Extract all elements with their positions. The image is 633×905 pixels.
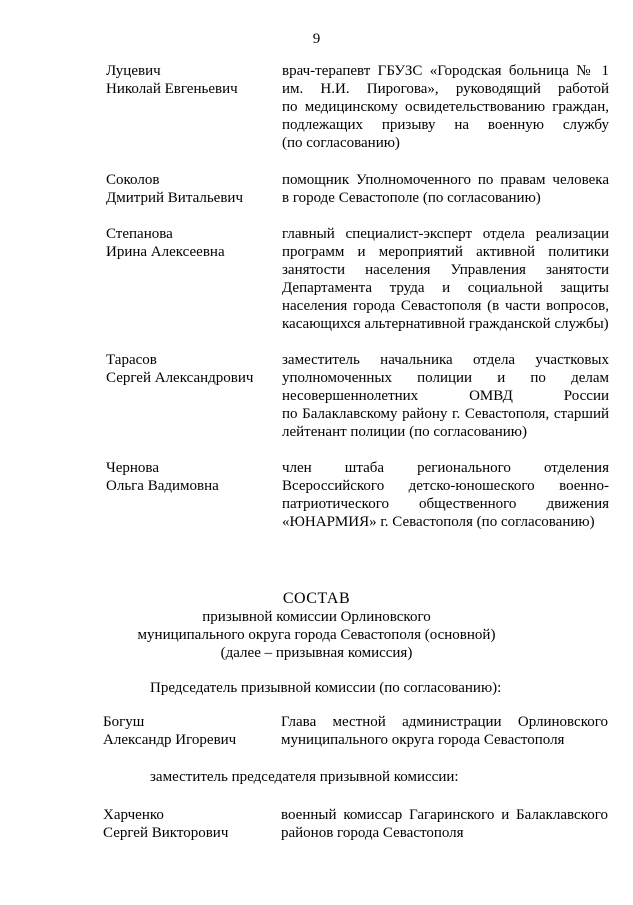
member-name [103, 713, 273, 749]
member-name [106, 171, 276, 207]
member-name [106, 62, 276, 98]
member-role [281, 713, 608, 749]
member-role [282, 459, 609, 531]
role-line: главный специалист-эксперт отдела реализации [282, 226, 609, 242]
role-line: уполномоченных полиции и по делам [282, 370, 609, 386]
role-line: занятости населения Управления занятости [282, 262, 609, 278]
member-role [282, 225, 609, 333]
member-role [282, 171, 609, 207]
section-subtitle-line: муниципального округа города Севастополя (основной) [137, 627, 496, 643]
role-line: заместитель начальника отдела участковых [282, 352, 609, 368]
role-line: населения города Севастополя (в части вопросов, [282, 298, 609, 314]
role-line: программ и мероприятий активной политики [282, 244, 609, 260]
role-line: несовершеннолетних ОМВД России [282, 388, 609, 404]
role-line: Глава местной администрации Орлиновского [281, 714, 608, 730]
role-line: им. Н.И. Пирогова», руководящий работой [282, 81, 609, 97]
role-line: Всероссийского детско-юношеского военно- [282, 478, 609, 494]
member-surname: Харченко [103, 807, 164, 823]
role-line: «ЮНАРМИЯ» г. Севастополя (по согласованию) [282, 514, 595, 530]
member-role [282, 62, 609, 152]
chair-heading: Председатель призывной комиссии (по согласованию): [150, 680, 502, 696]
role-line: по Балаклавскому району г. Севастополя, старший [282, 406, 609, 422]
role-line: военный комиссар Гагаринского и Балаклавского [281, 807, 608, 823]
member-name [106, 351, 276, 387]
role-line: патриотического общественного движения [282, 496, 609, 512]
section-title: СОСТАВ [282, 590, 351, 607]
member-role [281, 806, 608, 842]
member-name [106, 225, 276, 261]
member-surname: Богуш [103, 714, 145, 730]
role-line: лейтенант полиции (по согласованию) [282, 424, 527, 440]
member-given-names: Сергей Александрович [106, 370, 254, 386]
deputy-heading: заместитель председателя призывной комиссии: [150, 769, 459, 785]
section-subtitle-line: призывной комиссии Орлиновского [202, 609, 431, 625]
role-line: по медицинскому освидетельствованию граждан, [282, 99, 609, 115]
member-given-names: Ольга Вадимовна [106, 478, 219, 494]
member-name [106, 459, 276, 495]
role-line: районов города Севастополя [281, 825, 464, 841]
member-given-names: Александр Игоревич [103, 732, 237, 748]
role-line: в городе Севастополе (по согласованию) [282, 190, 541, 206]
role-line: касающихся альтернативной гражданской службы) [282, 316, 609, 332]
section-subtitle-line: (далее – призывная комиссия) [220, 645, 413, 661]
role-line: (по согласованию) [282, 135, 400, 151]
member-given-names: Ирина Алексеевна [106, 244, 225, 260]
member-name [103, 806, 273, 842]
member-surname: Степанова [106, 226, 173, 242]
role-line: муниципального округа города Севастополя [281, 732, 565, 748]
member-surname: Соколов [106, 172, 160, 188]
member-role [282, 351, 609, 441]
role-line: врач-терапевт ГБУЗС «Городская больница № 1 [282, 63, 609, 79]
member-surname: Чернова [106, 460, 159, 476]
member-surname: Луцевич [106, 63, 161, 79]
member-given-names: Сергей Викторович [103, 825, 229, 841]
member-surname: Тарасов [106, 352, 157, 368]
role-line: член штаба регионального отделения [282, 460, 609, 476]
page-number: 9 [312, 31, 321, 47]
section-heading [0, 590, 633, 662]
role-line: помощник Уполномоченного по правам человека [282, 172, 609, 188]
member-given-names: Дмитрий Витальевич [106, 190, 243, 206]
role-line: Департамента труда и социальной защиты [282, 280, 609, 296]
role-line: подлежащих призыву на военную службу [282, 117, 609, 133]
member-given-names: Николай Евгеньевич [106, 81, 238, 97]
